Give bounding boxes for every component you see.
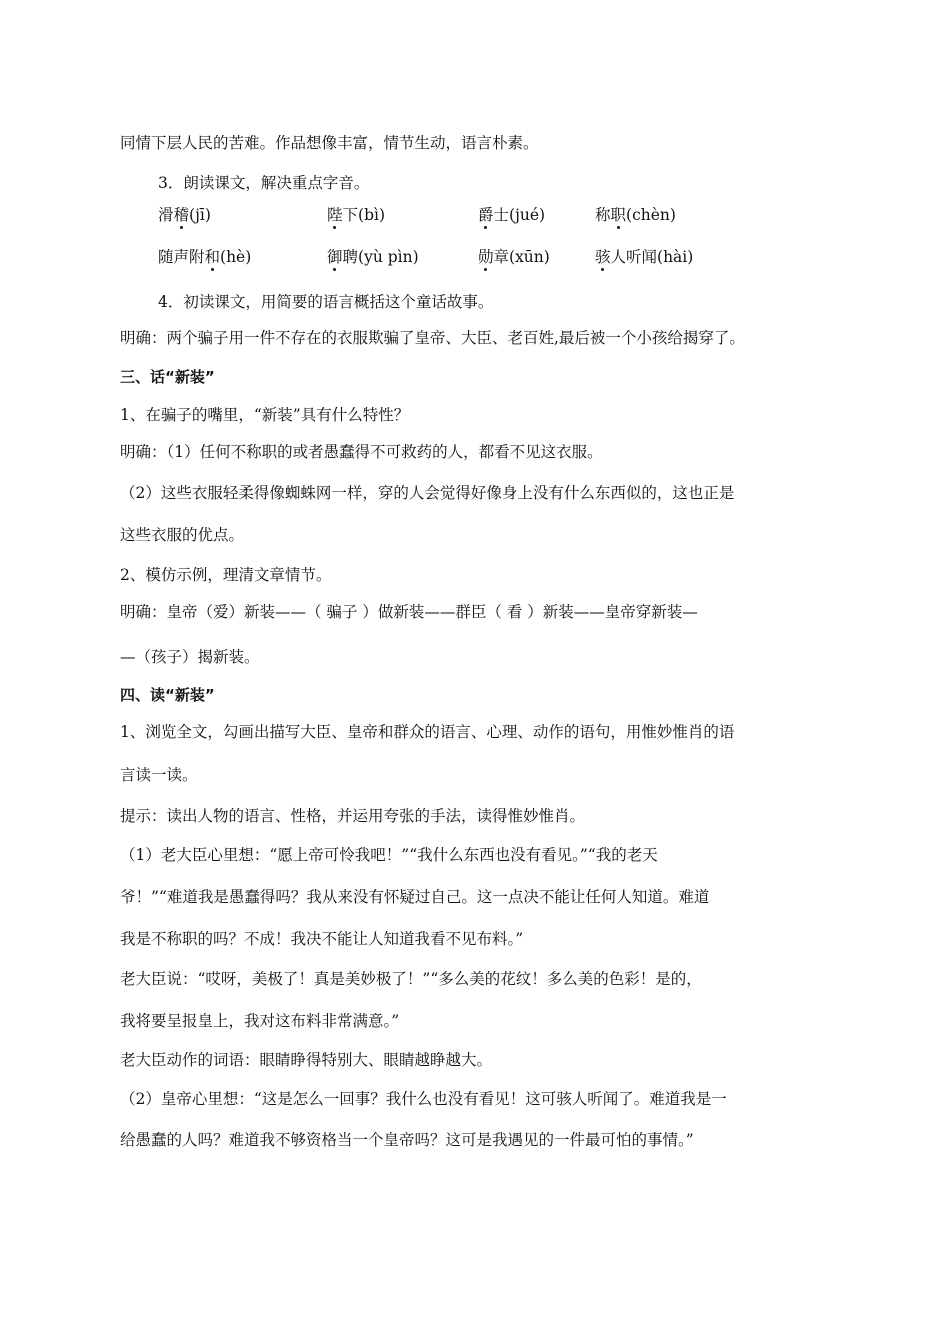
- vocab-item: 称职(chèn): [595, 206, 676, 224]
- vocab-item: 勋章(xūn): [478, 248, 550, 266]
- text-line: 爷！”“难道我是愚蠢得吗？我从来没有怀疑过自己。这一点决不能让任何人知道。难道: [120, 888, 710, 906]
- vocab-item: 爵士(jué): [478, 206, 546, 224]
- question-line: 2、模仿示例，理清文章情节。: [120, 566, 332, 584]
- section-heading: 三、话“新装”: [120, 368, 215, 386]
- text-line: —（孩子）揭新装。: [120, 648, 260, 666]
- text-line: 老大臣动作的词语：眼睛睁得特别大、眼睛越睁越大。: [120, 1051, 493, 1069]
- vocab-item: 陛下(bì): [327, 206, 385, 224]
- text-line: 我是不称职的吗？不成！我决不能让人知道我看不见布料。”: [120, 930, 524, 948]
- vocab-item: 随声附和(hè): [158, 248, 252, 266]
- vocab-item: 滑稽(jī): [158, 206, 211, 224]
- text-line: （2）这些衣服轻柔得像蜘蛛网一样，穿的人会觉得好像身上没有什么东西似的，这也正是: [120, 484, 735, 502]
- text-line: 老大臣说：“哎呀，美极了！真是美妙极了！”“多么美的花纹！多么美的色彩！是的，: [120, 970, 702, 988]
- answer-line: 明确：皇帝（爱）新装——（ 骗子 ）做新装——群臣（ 看 ）新装——皇帝穿新装—: [120, 603, 698, 621]
- answer-line: 明确：两个骗子用一件不存在的衣服欺骗了皇帝、大臣、老百姓,最后被一个小孩给揭穿了。: [120, 329, 745, 347]
- task-4: 4．初读课文，用简要的语言概括这个童话故事。: [158, 293, 494, 311]
- answer-line: 明确：（1）任何不称职的或者愚蠢得不可救药的人，都看不见这衣服。: [120, 443, 603, 461]
- vocab-item: 骇人听闻(hài): [595, 248, 694, 266]
- question-line: 1、在骗子的嘴里，“新装”具有什么特性？: [120, 406, 410, 424]
- text-line: 我将要呈报皇上，我对这布料非常满意。”: [120, 1012, 400, 1030]
- task-3: 3．朗读课文，解决重点字音。: [158, 174, 370, 192]
- text-line: （1）老大臣心里想：“愿上帝可怜我吧！”“我什么东西也没有看见。”“我的老天: [120, 846, 658, 864]
- question-line: 1、浏览全文，勾画出描写大臣、皇帝和群众的语言、心理、动作的语句，用惟妙惟肖的语: [120, 723, 735, 741]
- vocab-item: 御聘(yù pìn): [327, 248, 419, 266]
- text-line: 言读一读。: [120, 766, 198, 784]
- text-line: 同情下层人民的苦难。作品想像丰富，情节生动，语言朴素。: [120, 134, 539, 152]
- text-line: 给愚蠢的人吗？难道我不够资格当一个皇帝吗？这可是我遇见的一件最可怕的事情。”: [120, 1131, 694, 1149]
- text-line: （2）皇帝心里想：“这是怎么一回事？我什么也没有看见！这可骇人听闻了。难道我是一: [120, 1090, 727, 1108]
- section-heading: 四、读“新装”: [120, 686, 215, 704]
- text-line: 这些衣服的优点。: [120, 526, 245, 544]
- hint-line: 提示：读出人物的语言、性格，并运用夸张的手法，读得惟妙惟肖。: [120, 807, 586, 825]
